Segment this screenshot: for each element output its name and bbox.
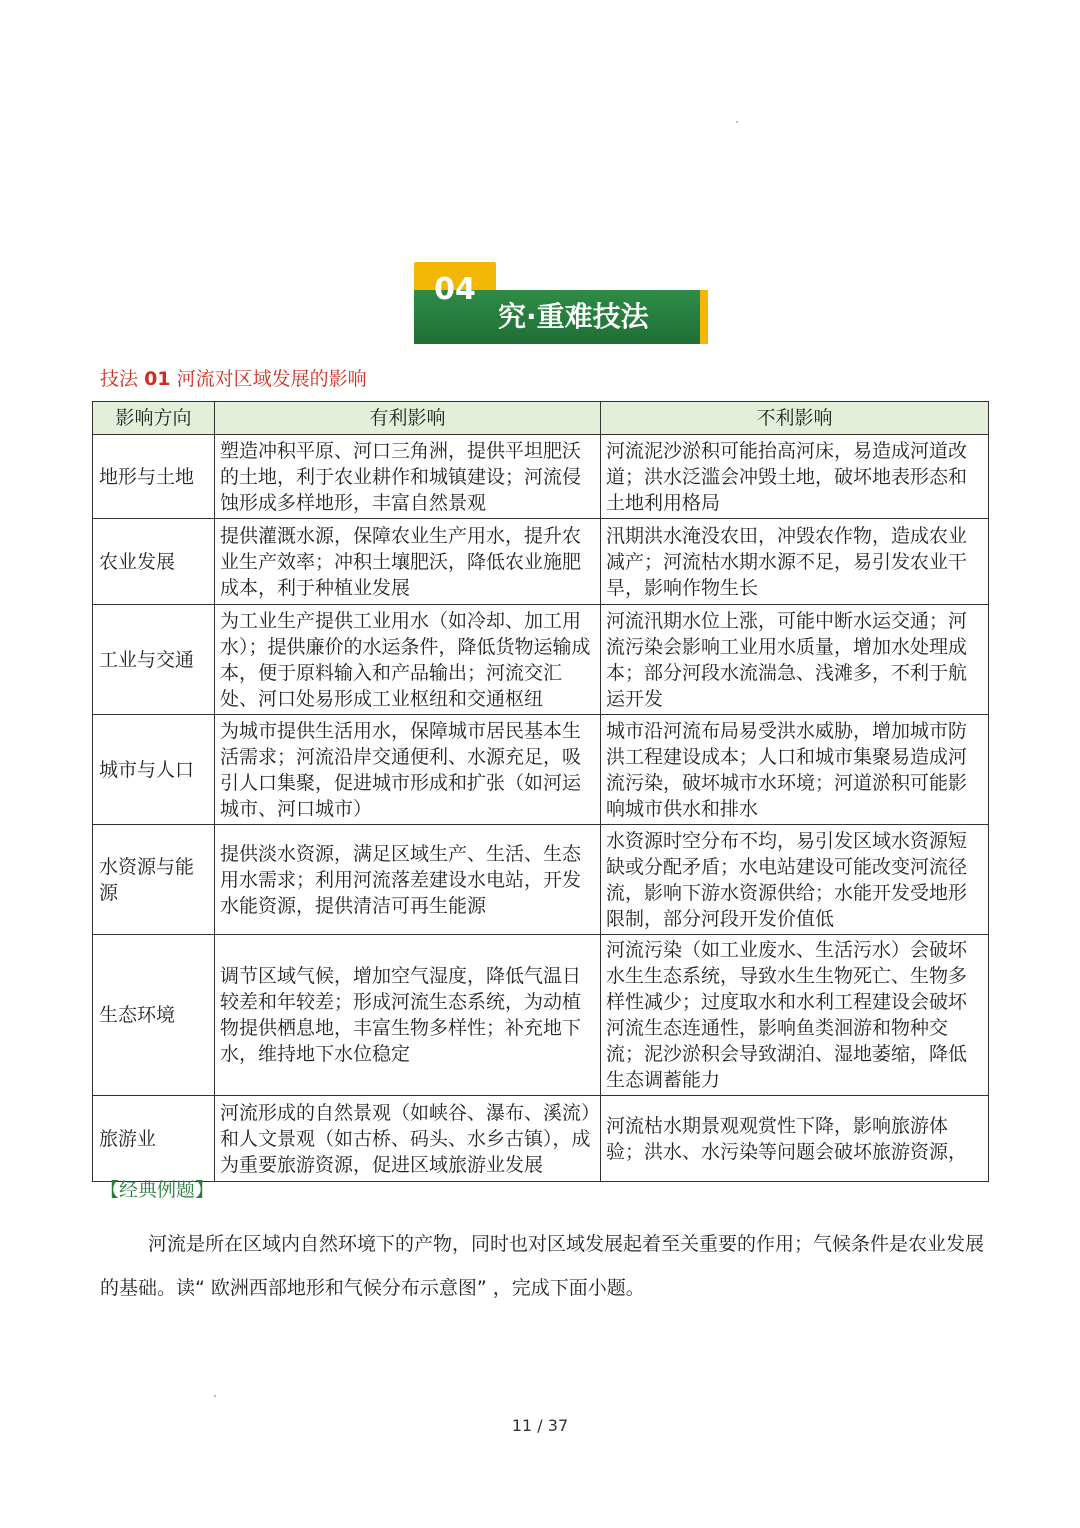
row-direction: 水资源与能源 — [93, 825, 215, 935]
row-unfavorable: 河流汛期水位上涨，可能中断水运交通；河流污染会影响工业用水质量，增加水处理成本；部分河段水流湍急、浅滩多，不利于航运开发 — [601, 605, 989, 715]
row-favorable: 提供灌溉水源，保障农业生产用水，提升农业生产效率；冲积土壤肥沃，降低农业施肥成本，利于种植业发展 — [215, 519, 601, 605]
row-favorable: 提供淡水资源，满足区域生产、生活、生态用水需求；利用河流落差建设水电站，开发水能资源，提供清洁可再生能源 — [215, 825, 601, 935]
row-unfavorable: 河流污染（如工业废水、生活污水）会破坏水生生态系统，导致水生生物死亡、生物多样性减少；过度取水和水利工程建设会破坏河流生态连通性，影响鱼类洄游和物种交流；泥沙淤积会导致湖泊、湿地萎缩，降低生态调蓄能力 — [601, 935, 989, 1096]
banner-number: 04 — [434, 272, 476, 307]
header-unfavorable: 不利影响 — [601, 402, 989, 435]
row-unfavorable: 河流枯水期景观观赏性下降，影响旅游体验；洪水、水污染等问题会破坏旅游资源， — [601, 1096, 989, 1182]
page-number: 11 / 37 — [511, 1416, 569, 1435]
row-favorable: 塑造冲积平原、河口三角洲，提供平坦肥沃的土地，利于农业耕作和城镇建设；河流侵蚀形成多样地形，丰富自然景观 — [215, 435, 601, 519]
row-unfavorable: 汛期洪水淹没农田，冲毁农作物，造成农业减产；河流枯水期水源不足，易引发农业干旱，影响作物生长 — [601, 519, 989, 605]
technique-prefix: 技法 — [100, 368, 139, 390]
header-direction: 影响方向 — [93, 402, 215, 435]
table-row — [93, 825, 989, 935]
impact-table — [92, 401, 989, 1182]
banner-title: 究·重难技法 — [498, 300, 649, 333]
row-direction: 旅游业 — [93, 1096, 215, 1182]
technique-number: 01 — [144, 368, 171, 390]
row-unfavorable: 河流泥沙淤积可能抬高河床，易造成河道改道；洪水泛滥会冲毁土地，破坏地表形态和土地利用格局 — [601, 435, 989, 519]
row-direction: 农业发展 — [93, 519, 215, 605]
header-favorable: 有利影响 — [215, 402, 601, 435]
example-paragraph: 河流是所在区域内自然环境下的产物，同时也对区域发展起着至关重要的作用；气候条件是农业发展的基础。读“ 欧洲西部地形和气候分布示意图” ，完成下面小题。 — [100, 1233, 985, 1299]
scan-speck — [214, 1395, 216, 1397]
row-favorable: 调节区域气候，增加空气湿度，降低气温日较差和年较差；形成河流生态系统，为动植物提供栖息地，丰富生物多样性；补充地下水，维持地下水位稳定 — [215, 935, 601, 1096]
scan-speck — [736, 121, 738, 123]
row-direction: 地形与土地 — [93, 435, 215, 519]
table-row — [93, 605, 989, 715]
row-direction: 生态环境 — [93, 935, 215, 1096]
row-favorable: 河流形成的自然景观（如峡谷、瀑布、溪流）和人文景观（如古桥、码头、水乡古镇），成为重要旅游资源，促进区域旅游业发展 — [215, 1096, 601, 1182]
row-unfavorable: 水资源时空分布不均，易引发区域水资源短缺或分配矛盾；水电站建设可能改变河流径流，影响下游水资源供给；水能开发受地形限制，部分河段开发价值低 — [601, 825, 989, 935]
example-section-label: 【经典例题】 — [100, 1179, 215, 1201]
technique-heading — [100, 364, 367, 391]
technique-title: 河流对区域发展的影响 — [176, 368, 367, 390]
table-row — [93, 1096, 989, 1182]
row-direction: 工业与交通 — [93, 605, 215, 715]
row-direction: 城市与人口 — [93, 715, 215, 825]
table-row — [93, 935, 989, 1096]
section-banner — [414, 262, 708, 344]
table-row — [93, 519, 989, 605]
row-favorable: 为城市提供生活用水，保障城市居民基本生活需求；河流沿岸交通便利、水源充足，吸引人口集聚，促进城市形成和扩张（如河运城市、河口城市） — [215, 715, 601, 825]
table-row — [93, 715, 989, 825]
row-unfavorable: 城市沿河流布局易受洪水威胁，增加城市防洪工程建设成本；人口和城市集聚易造成河流污染，破坏城市水环境；河道淤积可能影响城市供水和排水 — [601, 715, 989, 825]
row-favorable: 为工业生产提供工业用水（如冷却、加工用水）；提供廉价的水运条件，降低货物运输成本，便于原料输入和产品输出；河流交汇处、河口处易形成工业枢纽和交通枢纽 — [215, 605, 601, 715]
table-header-row — [93, 402, 989, 435]
table-row — [93, 435, 989, 519]
